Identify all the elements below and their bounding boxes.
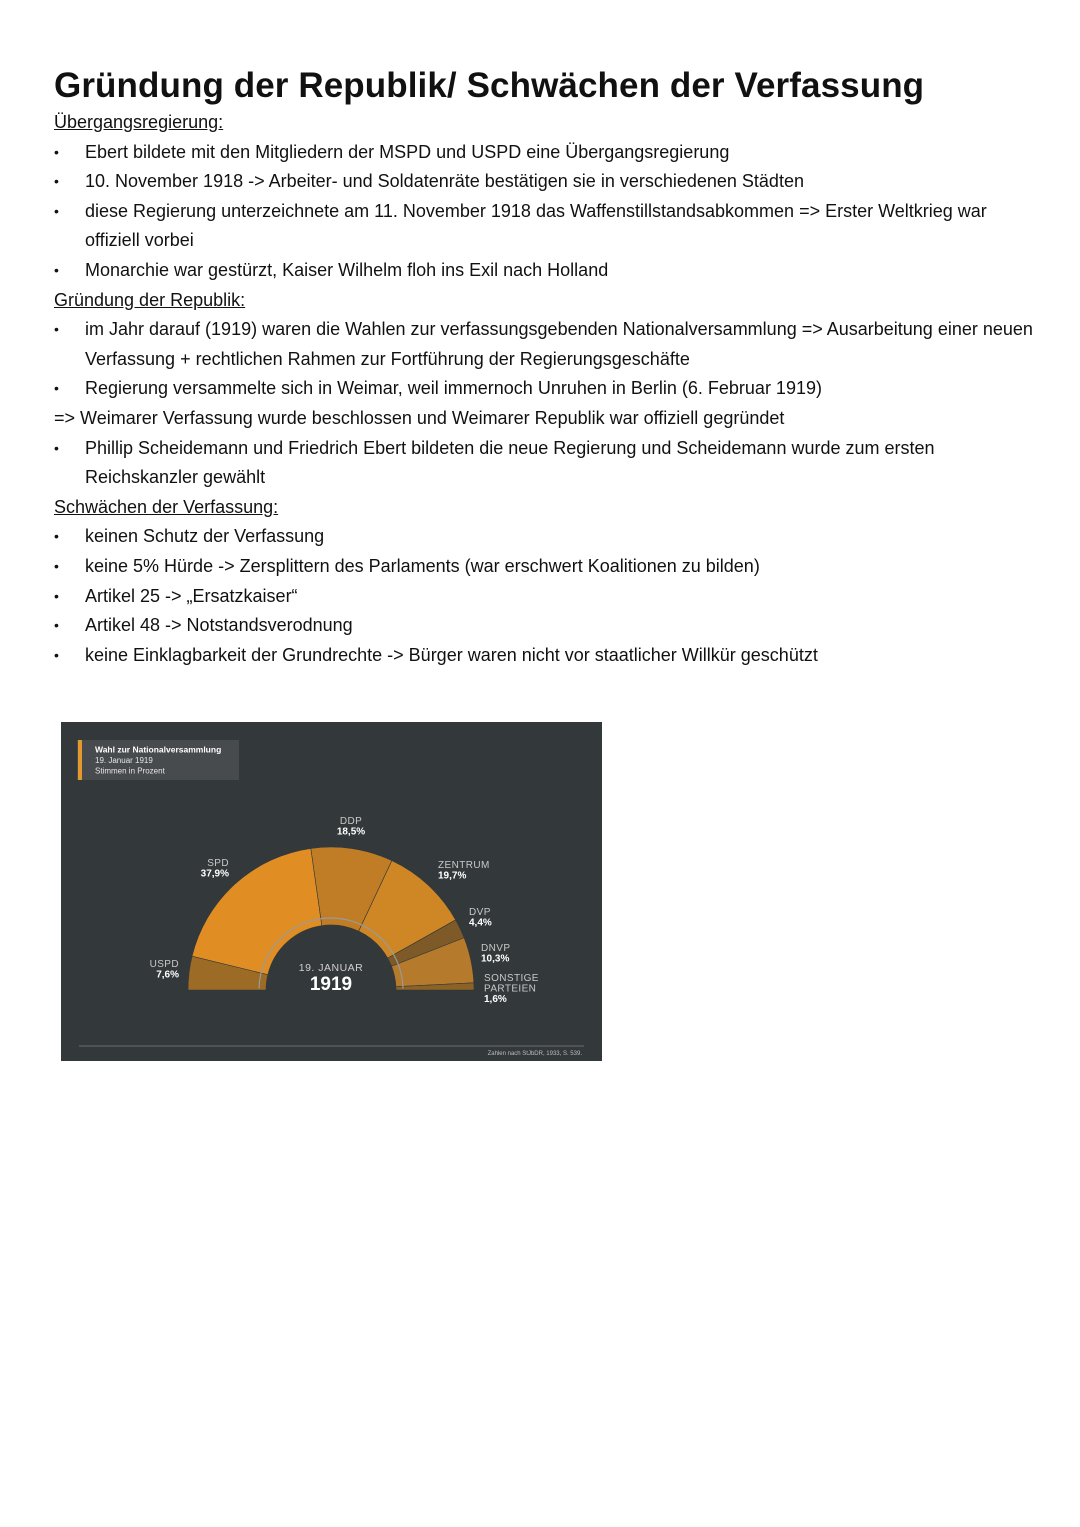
bullet-icon: • [54, 557, 59, 574]
section-heading-uebergangsregierung: Übergangsregierung: [54, 112, 224, 132]
bullet-icon: • [54, 439, 59, 456]
chart-label-value: 10,3% [481, 953, 510, 965]
chart-label-name-part: SONSTIGE [484, 973, 539, 984]
election-chart [61, 722, 602, 1061]
list-item: • keinen Schutz der Verfassung [54, 522, 1044, 552]
chart-subtitle-date: 19. Januar 1919 [95, 756, 153, 765]
bullet-icon: • [54, 646, 59, 663]
chart-label-value: 4,4% [469, 917, 492, 929]
chart-label-name: DDP [339, 816, 363, 827]
chart-label-value: 18,5% [336, 826, 366, 838]
list-item: • diese Regierung unterzeichnete am 11. November 1918 das Waffenstillstandsabkommen => Erster Weltkrieg war offiziell vorbei [54, 197, 1044, 256]
chart-label-value: 19,7% [438, 870, 467, 882]
chart-title: Wahl zur Nationalversammlung [95, 744, 222, 755]
chart-source: Zahlen nach StJbDR, 1933, S. 539. [487, 1051, 582, 1057]
list-uebergangsregierung [54, 138, 1044, 286]
bullet-icon: • [54, 202, 59, 219]
chart-title-accent [78, 740, 82, 780]
list-item: • Regierung versammelte sich in Weimar, weil immernoch Unruhen in Berlin (6. Februar 1919) [54, 374, 1044, 404]
chart-label-name: USPD [149, 959, 179, 970]
list-item: • Artikel 25 -> „Ersatzkaiser“ [54, 582, 1044, 612]
list-item: • Phillip Scheidemann und Friedrich Ebert bildeten die neue Regierung und Scheidemann wurde zum ersten Reichskanzler gewählt [54, 434, 1044, 493]
chart-label-value: 7,6% [156, 969, 179, 981]
bullet-icon: • [54, 528, 59, 545]
chart-svg [61, 722, 602, 1061]
bullet-icon: • [54, 321, 59, 338]
list-gruendung-after [54, 434, 1044, 493]
chart-label-value: 37,9% [200, 868, 229, 880]
chart-label-value: 1,6% [484, 994, 507, 1005]
section-heading-gruendung: Gründung der Republik: [54, 289, 246, 310]
list-item: • keine 5% Hürde -> Zersplittern des Parlaments (war erschwert Koalitionen zu bilden) [54, 552, 1044, 582]
bullet-icon: • [54, 617, 59, 634]
list-gruendung [54, 315, 1044, 404]
chart-label-name-part: PARTEIEN [484, 983, 537, 995]
list-schwaechen [54, 522, 1044, 670]
bullet-icon: • [54, 380, 59, 397]
list-item: • keine Einklagbarkeit der Grundrechte -> Bürger waren nicht vor staatlicher Willkür geschützt [54, 641, 1044, 671]
bullet-icon: • [54, 587, 59, 604]
page-title: Gründung der Republik/ Schwächen der Verfassung [54, 66, 925, 105]
chart-label-name [484, 973, 539, 995]
list-item: • im Jahr darauf (1919) waren die Wahlen zur verfassungsgebenden Nationalversammlung => Ausarbeitung einer neuen Verfassung + rechtlichen Rahmen zur Fortführung der Regierungsgeschäfte [54, 315, 1044, 374]
chart-subtitle-unit: Stimmen in Prozent [95, 766, 165, 776]
list-item: • Monarchie war gestürzt, Kaiser Wilhelm floh ins Exil nach Holland [54, 256, 1044, 286]
chart-center-date: 19. JANUAR [298, 962, 364, 974]
chart-label-name: ZENTRUM [438, 860, 490, 871]
document-page [54, 64, 1044, 670]
section-heading-schwaechen: Schwächen der Verfassung: [54, 496, 279, 517]
list-item: • Ebert bildete mit den Mitgliedern der MSPD und USPD eine Übergangsregierung [54, 138, 1044, 168]
bullet-icon: • [54, 173, 59, 190]
chart-label-name: DNVP [481, 943, 511, 954]
bullet-icon: • [54, 143, 59, 160]
bullet-icon: • [54, 261, 59, 278]
list-item: • 10. November 1918 -> Arbeiter- und Soldatenräte bestätigen sie in verschiedenen Städten [54, 167, 1044, 197]
chart-label-name: SPD [207, 858, 229, 869]
conclusion-note: => Weimarer Verfassung wurde beschlossen und Weimarer Republik war offiziell gegründet [54, 407, 785, 428]
chart-center-year: 1919 [309, 974, 353, 995]
list-item: • Artikel 48 -> Notstandsverodnung [54, 611, 1044, 641]
chart-label-name: DVP [469, 907, 491, 918]
